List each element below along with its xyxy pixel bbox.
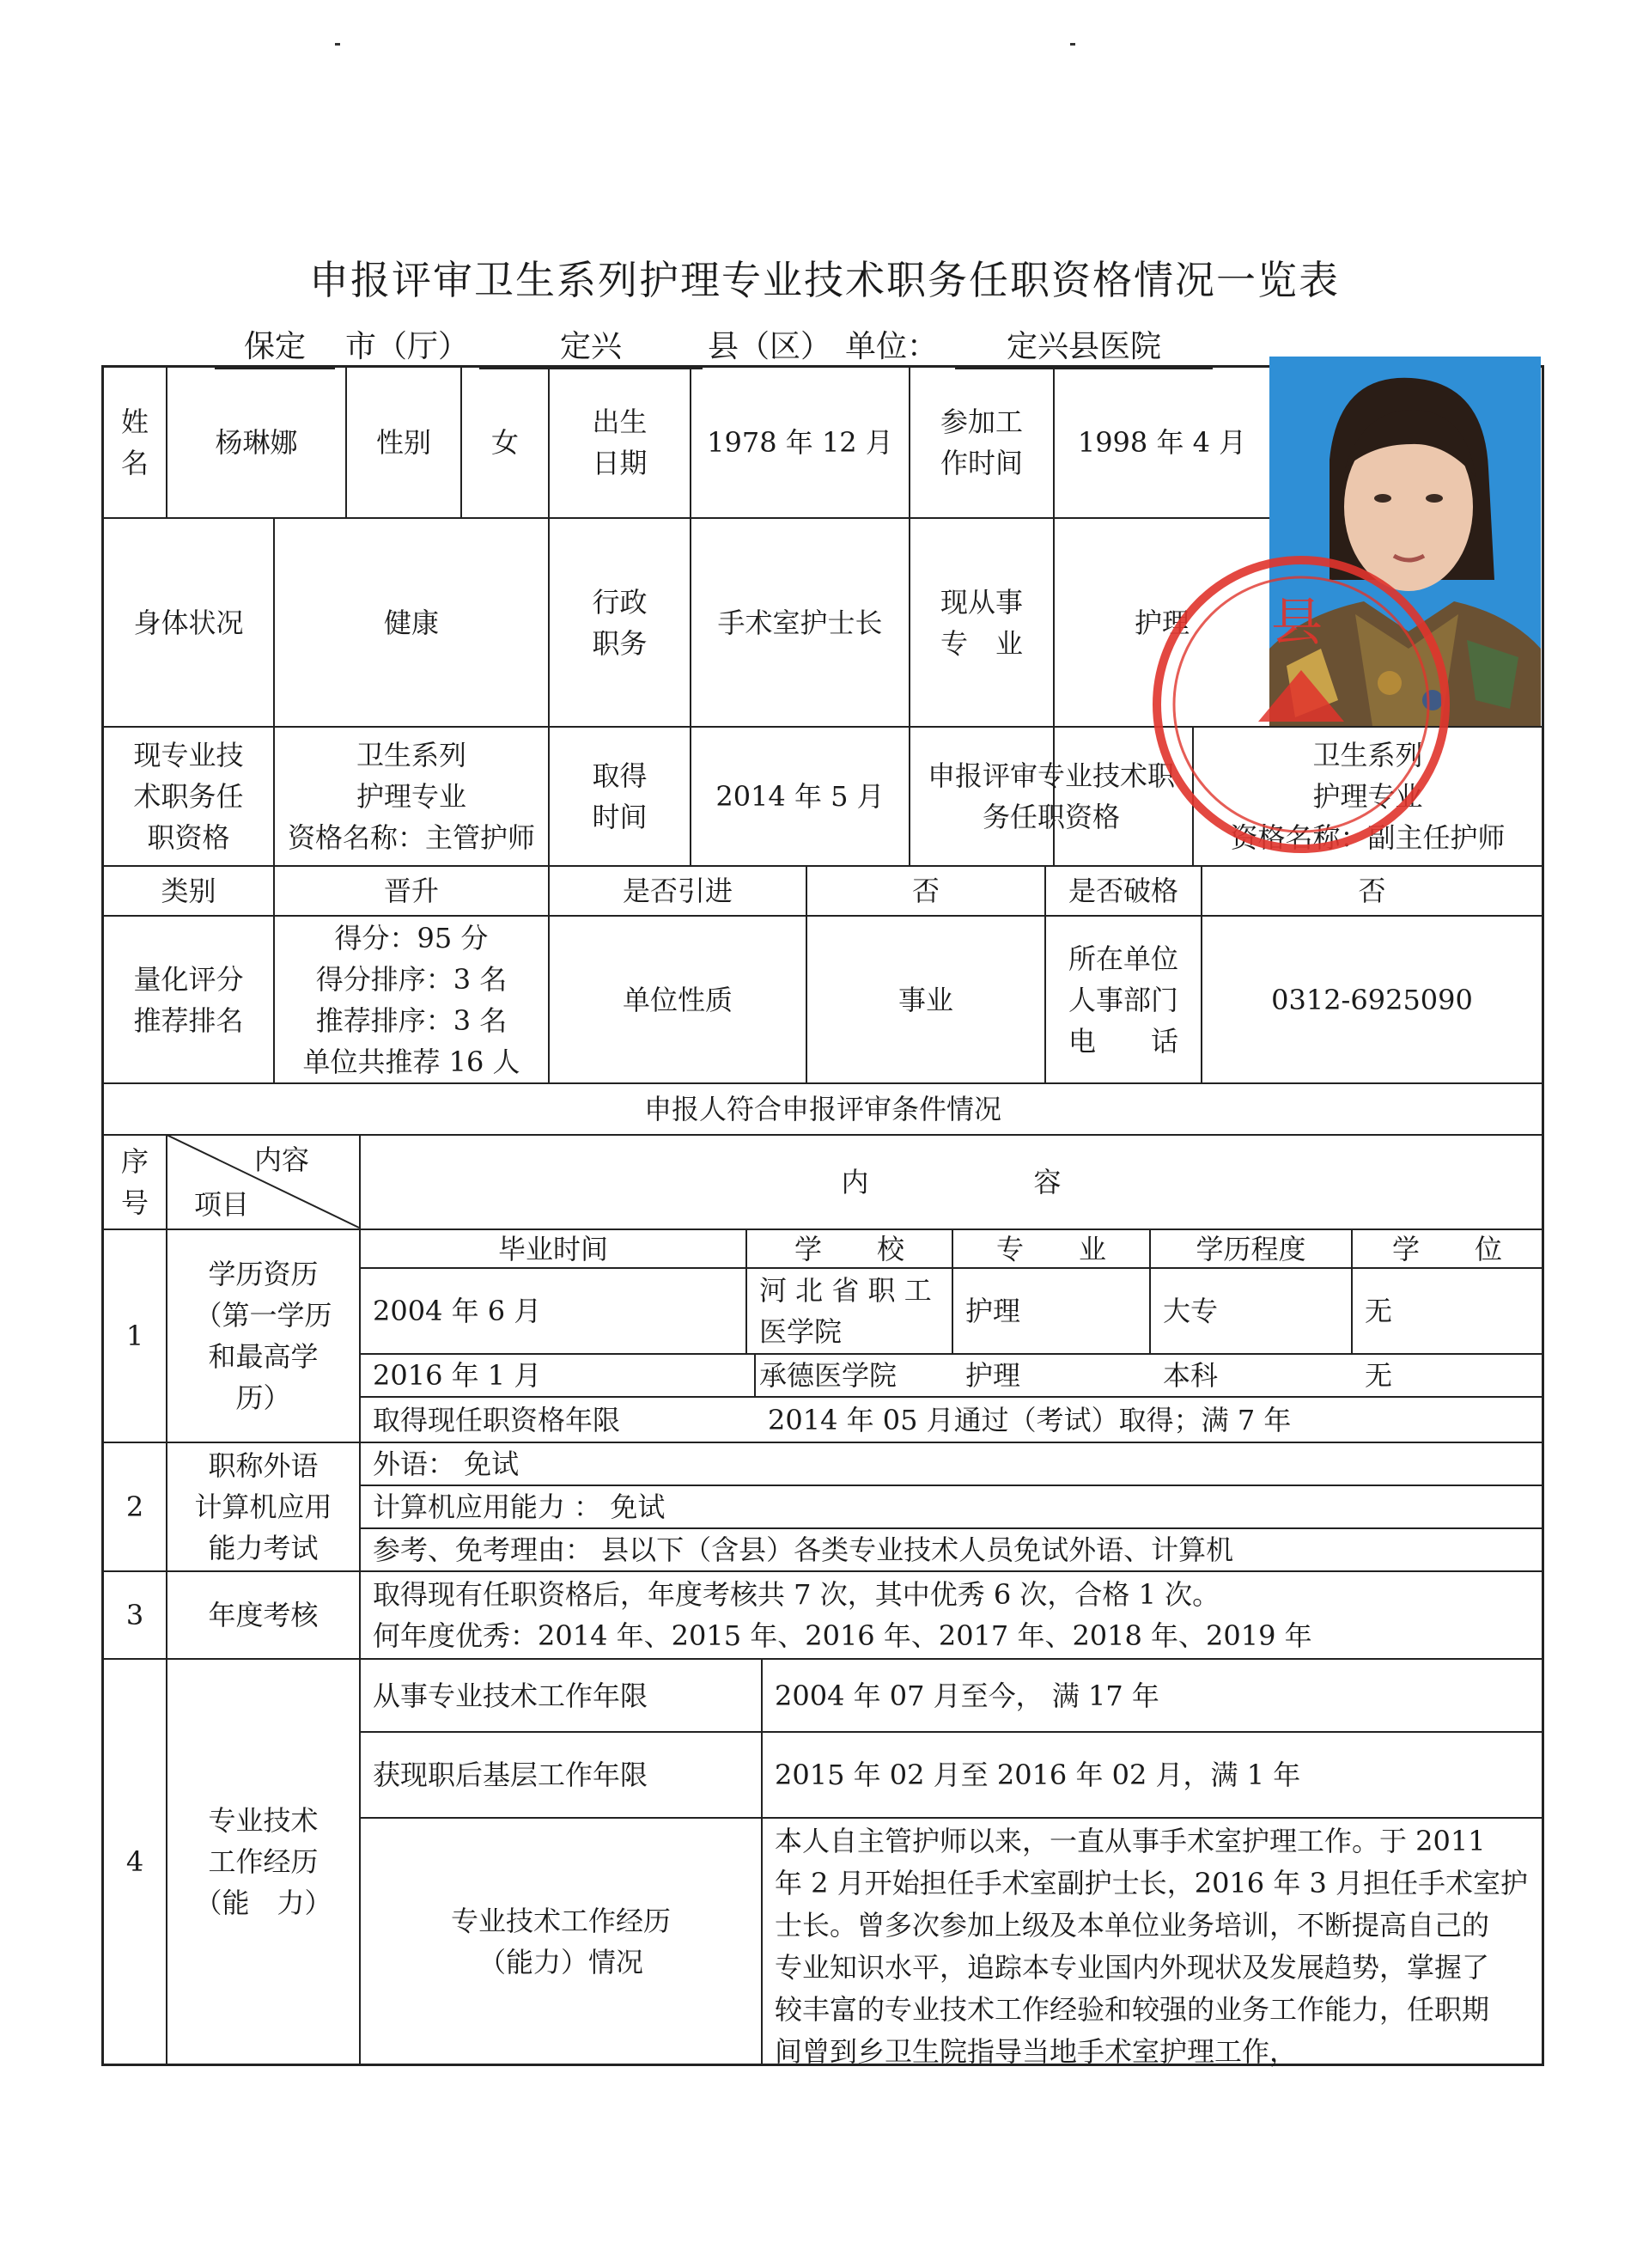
edu-row-1-school: 河 北 省 职 工 医学院 bbox=[759, 1274, 932, 1348]
experience-label: 专业技术工作经历 （能力）情况 bbox=[450, 1904, 671, 1978]
introduced-label: 是否引进 bbox=[622, 875, 733, 907]
major-label: 现从事 专 业 bbox=[940, 585, 1023, 660]
foreign-language-exam: 外语： 免试 bbox=[373, 1448, 520, 1480]
item-3-no: 3 bbox=[125, 1599, 144, 1631]
conditions-title: 申报人符合申报评审条件情况 bbox=[643, 1093, 1001, 1125]
edu-row-1-degree: 无 bbox=[1365, 1295, 1393, 1327]
health-value: 健康 bbox=[383, 606, 439, 639]
edu-row-2-school: 承德医学院 bbox=[759, 1359, 898, 1392]
gender-value: 女 bbox=[490, 426, 519, 459]
name-value: 杨琳娜 bbox=[215, 426, 298, 459]
edu-row-2-major: 护理 bbox=[965, 1359, 1021, 1392]
grassroots-years-label: 获现职后基层工作年限 bbox=[373, 1759, 648, 1791]
current-qualification-value: 卫生系列 护理专业 资格名称：主管护师 bbox=[287, 739, 535, 854]
current-qualification-label: 现专业技 术职务任 职资格 bbox=[133, 739, 244, 854]
item-4-title: 专业技术 工作经历 （能 力） bbox=[194, 1804, 332, 1919]
work-years-value: 2004 年 07 月至今， 满 17 年 bbox=[775, 1679, 1159, 1712]
scan-mark bbox=[1070, 43, 1075, 46]
gender-label: 性别 bbox=[375, 426, 431, 459]
col-item-corner: 项目 bbox=[193, 1188, 249, 1221]
edu-header-graduation: 毕业时间 bbox=[497, 1232, 608, 1265]
category-value: 晋升 bbox=[383, 875, 439, 907]
admin-value: 手术室护士长 bbox=[717, 606, 883, 639]
qualification-years-value: 2014 年 05 月通过（考试）取得；满 7 年 bbox=[768, 1403, 1292, 1436]
exemption-reason: 参考、免考理由： 县以下（含县）各类专业技术人员免试外语、计算机 bbox=[373, 1533, 1234, 1566]
edu-row-2-time: 2016 年 1 月 bbox=[373, 1359, 542, 1392]
edu-row-1-time: 2004 年 6 月 bbox=[373, 1295, 542, 1327]
page-title: 申报评审卫生系列护理专业技术职务任职资格情况一览表 bbox=[309, 257, 1340, 303]
edu-row-1-major: 护理 bbox=[965, 1295, 1021, 1327]
edu-row-2-degree: 无 bbox=[1365, 1359, 1393, 1392]
birth-label: 出生 日期 bbox=[592, 405, 648, 479]
work-years-label: 从事专业技术工作年限 bbox=[373, 1679, 648, 1712]
name-label: 姓 名 bbox=[120, 405, 149, 479]
score-label: 量化评分 推荐排名 bbox=[133, 962, 244, 1037]
county-suffix: 县（区） bbox=[708, 329, 832, 364]
item-4-no: 4 bbox=[125, 1845, 144, 1878]
edu-row-1-level: 大专 bbox=[1163, 1295, 1219, 1327]
item-1-no: 1 bbox=[125, 1320, 144, 1352]
edu-row-2-level: 本科 bbox=[1163, 1359, 1219, 1392]
col-content-corner: 内容 bbox=[253, 1143, 309, 1176]
item-3-title: 年度考核 bbox=[208, 1599, 319, 1631]
applicant-photo bbox=[1269, 357, 1541, 726]
apply-qualification-value: 卫生系列 护理专业 资格名称：副主任护师 bbox=[1230, 739, 1506, 854]
city-value: 保定 bbox=[215, 322, 335, 369]
obtain-time-value: 2014 年 5 月 bbox=[715, 780, 885, 813]
admin-label: 行政 职务 bbox=[592, 585, 648, 660]
svg-text:县: 县 bbox=[1271, 593, 1323, 653]
edu-header-level: 学历程度 bbox=[1196, 1232, 1306, 1265]
edu-header-major: 专 业 bbox=[995, 1232, 1106, 1265]
health-label: 身体状况 bbox=[133, 606, 244, 639]
scan-mark bbox=[335, 43, 340, 46]
col-content-header: 内 容 bbox=[841, 1166, 1062, 1198]
unit-value: 定兴县医院 bbox=[955, 322, 1213, 369]
county-value: 定兴 bbox=[479, 322, 703, 369]
introduced-value: 否 bbox=[911, 875, 940, 907]
birth-value: 1978 年 12 月 bbox=[707, 426, 893, 459]
score-value: 得分：95 分 得分排序：3 名 推荐排序：3 名 单位共推荐 16 人 bbox=[302, 921, 520, 1078]
annual-review-text: 取得现有任职资格后，年度考核共 7 次，其中优秀 6 次，合格 1 次。 何年度优秀：2014 年、2015 年、2016 年、2017 年、2018 年、2019 年 bbox=[373, 1578, 1312, 1652]
exceptional-label: 是否破格 bbox=[1068, 875, 1178, 907]
work-start-value: 1998 年 4 月 bbox=[1077, 426, 1247, 459]
city-suffix: 市（厅） bbox=[345, 329, 470, 364]
category-label: 类别 bbox=[161, 875, 216, 907]
qualification-years-label: 取得现任职资格年限 bbox=[373, 1403, 621, 1436]
unit-nature-label: 单位性质 bbox=[622, 983, 733, 1016]
obtain-time-label: 取得 时间 bbox=[592, 759, 648, 833]
edu-header-school: 学 校 bbox=[794, 1232, 904, 1265]
unit-nature-value: 事业 bbox=[898, 983, 953, 1016]
hr-phone-label: 所在单位 人事部门 电 话 bbox=[1068, 942, 1178, 1058]
item-2-title: 职称外语 计算机应用 能力考试 bbox=[194, 1449, 332, 1564]
experience-text: 本人自主管护师以来，一直从事手术室护理工作。于 2011 年 2 月开始担任手术室副护士长，2016 年 3 月担任手术室护 士长。曾多次参加上级及本单位业务培训，不断提高自己的 专业知识水平，追踪本专业国内外现状及发展趋势，掌握了 较丰富的专业技术工作经验和较强的业务工作能力，任职期 间曾到乡卫生院指导当地手术室护理工作， bbox=[775, 1825, 1529, 2068]
computer-exam: 计算机应用能力 ： 免试 bbox=[373, 1491, 666, 1523]
work-start-label: 参加工 作时间 bbox=[940, 405, 1023, 479]
major-value: 护理 bbox=[1134, 606, 1190, 639]
grassroots-years-value: 2015 年 02 月至 2016 年 02 月，满 1 年 bbox=[775, 1759, 1301, 1791]
exceptional-value: 否 bbox=[1358, 875, 1386, 907]
edu-header-degree: 学 位 bbox=[1391, 1232, 1502, 1265]
header-line bbox=[215, 322, 1213, 369]
apply-qualification-label: 申报评审专业技术职 务任职资格 bbox=[927, 759, 1175, 833]
col-no-header: 序 号 bbox=[120, 1145, 149, 1219]
item-2-no: 2 bbox=[125, 1491, 144, 1523]
hr-phone-value: 0312-6925090 bbox=[1271, 983, 1473, 1016]
unit-label: 单位： bbox=[845, 329, 939, 364]
item-1-title: 学历资历 （第一学历 和最高学 历） bbox=[194, 1258, 332, 1414]
